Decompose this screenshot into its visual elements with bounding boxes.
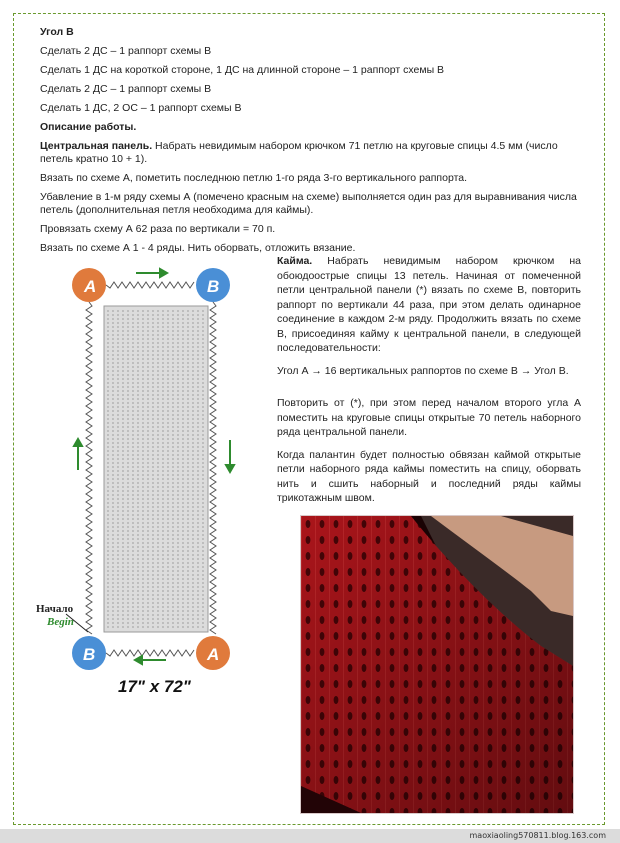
zigzag-bottom: [106, 650, 194, 656]
corner-step-3: Сделать 2 ДС – 1 раппорт схемы В: [40, 83, 212, 95]
central-panel-paragraph: [40, 140, 590, 166]
corner-step-4: Сделать 1 ДС, 2 ОС – 1 раппорт схемы В: [40, 102, 242, 114]
dimensions-label: 17" x 72": [118, 677, 191, 696]
central-panel-label: Центральная панель.: [40, 140, 153, 152]
shawl-photo-drawing: [301, 516, 573, 813]
arrow-down-icon: [226, 465, 234, 472]
final-paragraph: Когда палантин будет полностью обвязан каймой открытые петли наборного ряда каймы поместить на спицу, оборвать нить и сшить наборный и последний ряды каймы трикотажным швом.: [277, 448, 581, 504]
corner-step-2: Сделать 1 ДС на короткой стороне, 1 ДС на длинной стороне – 1 раппорт схемы В: [40, 64, 445, 76]
corner-b-title: Угол В: [40, 26, 74, 38]
corner-label-br: A: [207, 645, 220, 664]
scheme-a-paragraph: Вязать по схеме А, пометить последнюю петлю 1-го ряда 3-го вертикального раппорта.: [40, 172, 468, 184]
start-label-ru: Начало: [36, 603, 74, 615]
work-title: Описание работы.: [40, 121, 137, 133]
zigzag-top: [106, 282, 194, 288]
decrease-paragraph: Убавление в 1-м ряду схемы А (помечено красным на схеме) выполняется один раз для выравнивания числа петель (дополнительная петля необходима для каймы).: [40, 191, 577, 216]
shawl-schematic: [36, 260, 262, 702]
corner-label-tl: A: [84, 277, 97, 296]
footer-bar: [0, 829, 620, 843]
arrow-left-icon: [135, 656, 142, 664]
border-label: Кайма.: [277, 255, 313, 267]
border-paragraph: [277, 254, 581, 356]
border-instructions: [277, 254, 581, 514]
zigzag-right: [210, 302, 216, 634]
shawl-photo: [300, 515, 574, 814]
sequence-line: Угол А → 16 вертикальных раппортов по схеме В → Угол В.: [277, 364, 569, 377]
central-panel-text: Набрать невидимым набором крючком 71 петлю на круговые спицы 4.5 мм (число петель кратно 10 + 1).: [40, 140, 558, 165]
start-label-en: Begin: [47, 616, 74, 628]
arrow-right-icon: [160, 269, 167, 277]
repeat-paragraph-border: Повторить от (*), при этом перед началом второго угла А поместить на круговые спицы открытые 70 петель наборного ряда центральной панели.: [277, 397, 581, 438]
arrow-up-icon: [74, 439, 82, 446]
corner-step-1: Сделать 2 ДС – 1 раппорт схемы В: [40, 45, 212, 57]
instructions-top: [40, 26, 590, 261]
footer-url: maoxiaoling570811.blog.163.com: [469, 831, 606, 840]
border-text: Набрать невидимым набором крючком на обоюдоострые спицы 13 петель. Начиная от помеченной петли центральной панели (*) вязать по схеме В, повторить раппорт по вертикали 44 раза, при этом делать одинарное соединение в каждом 2-м ряду. Продолжить вязать по схеме В, присоединяя кайму к центральной панели, в следующей последовательности:: [277, 255, 581, 354]
zigzag-left: [86, 302, 92, 634]
corner-label-tr: B: [207, 277, 220, 296]
repeat-paragraph: Провязать схему А 62 раза по вертикали = 70 п.: [40, 223, 276, 235]
corner-label-bl: B: [83, 645, 96, 664]
finish-paragraph: Вязать по схеме А 1 - 4 ряды. Нить оборвать, отложить вязание.: [40, 242, 356, 254]
